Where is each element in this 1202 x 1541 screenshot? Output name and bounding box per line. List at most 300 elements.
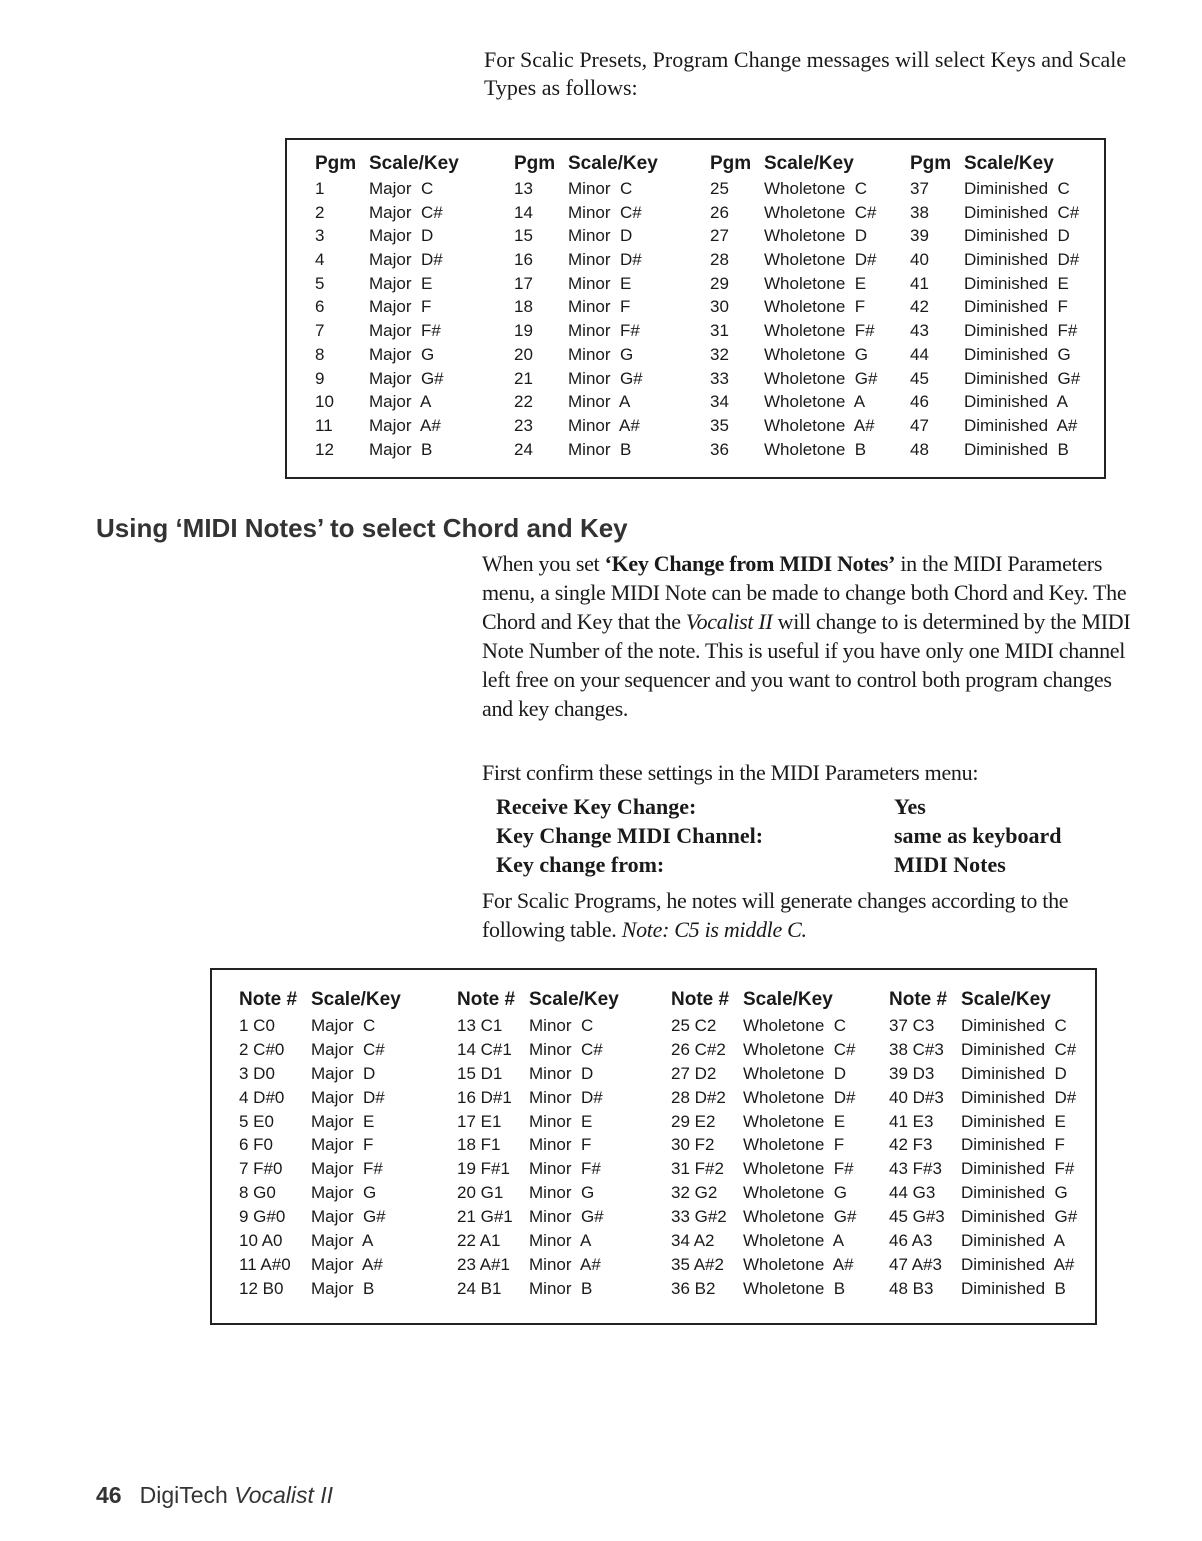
header-scale-key: Scale/Key: [743, 989, 833, 1010]
row-scale-key: Wholetone E: [743, 1111, 846, 1131]
para1-mid: in the MIDI Parameters menu, a single MIDI Note can be made to change both Chord and Key. The Chord and Key that the: [482, 551, 1127, 634]
para3-note: Note: C5 is middle C.: [621, 917, 807, 942]
midi-settings-list: [496, 792, 1116, 879]
table2-col-0: [239, 986, 401, 1301]
row-number: 29 E2: [671, 1111, 716, 1131]
para3-text: For Scalic Programs, he notes will generate changes according to the following table.: [482, 888, 1069, 942]
table-row: [910, 390, 1080, 414]
row-number: 16 D#1: [457, 1087, 512, 1107]
row-scale-key: Diminished B: [961, 1278, 1066, 1298]
row-scale-key: Major E: [369, 273, 433, 293]
row-scale-key: Minor F: [568, 297, 631, 317]
table-row: [239, 1062, 401, 1086]
row-scale-key: Diminished F: [964, 297, 1068, 317]
row-scale-key: Major A#: [369, 415, 441, 435]
table-row: [889, 1110, 1077, 1134]
row-scale-key: Diminished A: [964, 392, 1068, 412]
table-row: [889, 1253, 1077, 1277]
table-row: [889, 1229, 1077, 1253]
table-row: [889, 1062, 1077, 1086]
setting-row: [496, 821, 1116, 850]
intro-text: For Scalic Presets, Program Change messages will select Keys and Scale Types as follows:: [484, 47, 1127, 100]
table-row: [457, 1181, 619, 1205]
row-number: 11 A#0: [239, 1254, 291, 1274]
paragraph-scalic-programs: [482, 886, 1142, 944]
table-row: [315, 201, 459, 225]
row-number: 45 G#3: [889, 1207, 945, 1227]
row-scale-key: Minor B: [529, 1278, 593, 1298]
table-row: [889, 1157, 1077, 1181]
row-number: 22 A1: [457, 1231, 501, 1251]
row-scale-key: Major B: [369, 439, 433, 459]
table-row: [710, 295, 877, 319]
row-scale-key: Diminished G: [964, 344, 1071, 364]
table2-col-2: [671, 986, 856, 1301]
setting-label: Receive Key Change:: [496, 794, 697, 819]
table-header: [514, 150, 658, 177]
row-number: 34 A2: [671, 1231, 715, 1251]
table-row: [889, 1086, 1077, 1110]
table-row: [239, 1038, 401, 1062]
row-number: 6 F0: [239, 1135, 274, 1155]
table-row: [315, 295, 459, 319]
row-scale-key: Major G#: [369, 368, 444, 388]
row-number: 4 D#0: [239, 1087, 285, 1107]
row-number: 37 C3: [889, 1016, 935, 1035]
row-scale-key: Wholetone A#: [764, 415, 875, 435]
table-row: [671, 1133, 856, 1157]
row-number: 9: [315, 368, 325, 388]
row-scale-key: Wholetone D: [743, 1063, 846, 1083]
table-row: [710, 177, 877, 201]
table-row: [457, 1110, 619, 1134]
row-number: 32: [710, 344, 729, 364]
row-number: 6: [315, 297, 325, 317]
row-scale-key: Minor B: [568, 439, 632, 459]
page-footer: [96, 1482, 333, 1509]
table1-col-3: [910, 150, 1080, 461]
table-header: [457, 986, 619, 1014]
row-number: 40 D#3: [889, 1087, 944, 1107]
table-row: [514, 414, 658, 438]
setting-row: [496, 850, 1116, 879]
row-scale-key: Minor E: [568, 273, 632, 293]
table-row: [710, 201, 877, 225]
table-row: [889, 1205, 1077, 1229]
table-row: [710, 248, 877, 272]
para1-italic: Vocalist II: [685, 609, 773, 634]
row-scale-key: Major A: [369, 392, 432, 412]
row-scale-key: Minor G#: [568, 368, 643, 388]
table-row: [710, 343, 877, 367]
row-scale-key: Minor G#: [529, 1207, 604, 1227]
table-row: [315, 438, 459, 462]
setting-value: Yes: [894, 794, 926, 819]
row-scale-key: Major F: [311, 1135, 374, 1155]
row-number: 41 E3: [889, 1111, 934, 1131]
row-number: 5 E0: [239, 1111, 274, 1131]
table-row: [710, 438, 877, 462]
table-row: [514, 201, 658, 225]
row-scale-key: Minor G: [568, 344, 634, 364]
row-number: 2 C#0: [239, 1039, 285, 1059]
table-row: [671, 1038, 856, 1062]
row-scale-key: Wholetone C#: [743, 1039, 856, 1059]
table-row: [671, 1277, 856, 1301]
row-number: 20 G1: [457, 1183, 504, 1203]
table-header: [910, 150, 1080, 177]
row-scale-key: Major C: [369, 179, 434, 198]
row-number: 48 B3: [889, 1278, 934, 1298]
table-row: [239, 1086, 401, 1110]
table-row: [457, 1062, 619, 1086]
row-scale-key: Wholetone C#: [764, 202, 877, 222]
row-number: 35: [710, 415, 729, 435]
table-row: [889, 1133, 1077, 1157]
table-row: [239, 1229, 401, 1253]
row-number: 16: [514, 250, 533, 270]
row-number: 15 D1: [457, 1063, 503, 1083]
row-scale-key: Wholetone G: [764, 344, 868, 364]
row-number: 44: [910, 344, 929, 364]
table-row: [514, 248, 658, 272]
row-number: 25: [710, 179, 729, 198]
table-row: [514, 319, 658, 343]
row-scale-key: Major D: [311, 1063, 376, 1083]
row-scale-key: Diminished C#: [964, 202, 1080, 222]
row-number: 24: [514, 439, 533, 459]
row-number: 28 D#2: [671, 1087, 726, 1107]
row-scale-key: Diminished D: [964, 226, 1070, 246]
row-number: 38 C#3: [889, 1039, 944, 1059]
row-scale-key: Wholetone B: [764, 439, 867, 459]
row-number: 27: [710, 226, 729, 246]
table-row: [514, 390, 658, 414]
table-row: [239, 1277, 401, 1301]
table-row: [315, 367, 459, 391]
table-row: [910, 319, 1080, 343]
table-row: [457, 1157, 619, 1181]
header-scale-key: Scale/Key: [964, 153, 1054, 174]
setting-label: Key change from:: [496, 852, 665, 877]
row-scale-key: Major C#: [311, 1039, 385, 1059]
row-number: 1: [315, 179, 325, 198]
row-scale-key: Major C: [311, 1016, 376, 1035]
row-number: 14: [514, 202, 533, 222]
row-scale-key: Wholetone A: [764, 392, 866, 412]
table-row: [457, 1205, 619, 1229]
row-scale-key: Diminished E: [961, 1111, 1066, 1131]
row-number: 15: [514, 226, 533, 246]
table-row: [514, 272, 658, 296]
row-number: 33 G#2: [671, 1207, 727, 1227]
row-scale-key: Minor D#: [568, 250, 642, 270]
table-row: [514, 295, 658, 319]
row-number: 38: [910, 202, 929, 222]
table-row: [910, 177, 1080, 201]
row-scale-key: Major F: [369, 297, 432, 317]
row-scale-key: Minor A: [529, 1231, 592, 1251]
row-scale-key: Diminished F: [961, 1135, 1065, 1155]
table-row: [239, 1110, 401, 1134]
row-number: 19: [514, 321, 533, 341]
table-row: [315, 390, 459, 414]
row-number: 27 D2: [671, 1063, 717, 1083]
row-number: 26 C#2: [671, 1039, 726, 1059]
row-number: 5: [315, 273, 325, 293]
table-row: [457, 1086, 619, 1110]
row-scale-key: Diminished G#: [964, 368, 1081, 388]
table-row: [514, 224, 658, 248]
para1-pre: When you set: [482, 551, 605, 576]
row-number: 22: [514, 392, 533, 412]
row-scale-key: Minor A#: [568, 415, 640, 435]
table-row: [910, 272, 1080, 296]
row-scale-key: Diminished C: [964, 179, 1070, 198]
row-number: 17 E1: [457, 1111, 502, 1131]
table-row: [457, 1229, 619, 1253]
table-row: [910, 414, 1080, 438]
row-scale-key: Minor D#: [529, 1087, 603, 1107]
table-row: [710, 414, 877, 438]
row-number: 30: [710, 297, 729, 317]
section-heading: Using ‘MIDI Notes’ to select Chord and Key: [96, 513, 628, 543]
row-scale-key: Diminished F#: [961, 1159, 1075, 1179]
table-row: [910, 201, 1080, 225]
table-row: [671, 1229, 856, 1253]
row-number: 41: [910, 273, 929, 293]
table-row: [315, 272, 459, 296]
row-scale-key: Major B: [311, 1278, 375, 1298]
table-header: [889, 986, 1077, 1014]
setting-value: MIDI Notes: [894, 852, 1006, 877]
row-number: 42: [910, 297, 929, 317]
row-scale-key: Diminished C#: [961, 1039, 1077, 1059]
table-row: [671, 1086, 856, 1110]
row-number: 32 G2: [671, 1183, 718, 1203]
row-number: 28: [710, 250, 729, 270]
header-number: Pgm: [910, 153, 952, 174]
table-row: [239, 1181, 401, 1205]
header-number: Note #: [671, 989, 730, 1010]
row-scale-key: Wholetone D#: [764, 250, 877, 270]
table-header: [710, 150, 877, 177]
table-row: [710, 319, 877, 343]
row-number: 31 F#2: [671, 1159, 724, 1179]
row-scale-key: Minor A#: [529, 1254, 601, 1274]
footer-brand: DigiTech: [139, 1482, 228, 1508]
row-scale-key: Major C#: [369, 202, 443, 222]
table-row: [671, 1110, 856, 1134]
row-scale-key: Major A: [311, 1231, 374, 1251]
header-number: Note #: [457, 989, 516, 1010]
table-row: [910, 343, 1080, 367]
header-scale-key: Scale/Key: [311, 989, 401, 1010]
table-row: [315, 319, 459, 343]
row-number: 30 F2: [671, 1135, 715, 1155]
row-number: 7: [315, 321, 325, 341]
table-row: [315, 248, 459, 272]
table-row: [239, 1133, 401, 1157]
row-number: 14 C#1: [457, 1039, 512, 1059]
setting-value: same as keyboard: [894, 823, 1062, 848]
row-number: 35 A#2: [671, 1254, 724, 1274]
row-number: 26: [710, 202, 729, 222]
row-scale-key: Major F#: [369, 321, 441, 341]
row-number: 47: [910, 415, 929, 435]
row-number: 3: [315, 226, 325, 246]
table1-col-0: [315, 150, 459, 461]
table-row: [514, 177, 658, 201]
row-scale-key: Minor F#: [568, 321, 640, 341]
row-number: 23 A#1: [457, 1254, 510, 1274]
row-number: 13: [514, 179, 533, 198]
table-row: [671, 1205, 856, 1229]
table-row: [710, 367, 877, 391]
header-scale-key: Scale/Key: [529, 989, 619, 1010]
header-number: Pgm: [315, 153, 357, 174]
table-header: [671, 986, 856, 1014]
row-scale-key: Wholetone D#: [743, 1087, 856, 1107]
row-scale-key: Minor C#: [529, 1039, 603, 1059]
table-row: [315, 177, 459, 201]
row-number: 39 D3: [889, 1063, 935, 1083]
table1-col-2: [710, 150, 877, 461]
row-scale-key: Diminished D#: [961, 1087, 1077, 1107]
row-number: 43 F#3: [889, 1159, 942, 1179]
row-number: 10: [315, 392, 334, 412]
row-scale-key: Wholetone A#: [743, 1254, 854, 1274]
header-number: Pgm: [514, 153, 556, 174]
row-scale-key: Major F#: [311, 1159, 383, 1179]
row-number: 10 A0: [239, 1231, 283, 1251]
row-scale-key: Diminished D#: [964, 250, 1080, 270]
table-header: [239, 986, 401, 1014]
row-number: 45: [910, 368, 929, 388]
table-row: [671, 1253, 856, 1277]
table-row: [710, 272, 877, 296]
row-number: 8: [315, 344, 325, 364]
table-row: [671, 1157, 856, 1181]
row-scale-key: Wholetone G: [743, 1183, 847, 1203]
row-number: 36 B2: [671, 1278, 716, 1298]
table-row: [910, 224, 1080, 248]
table-row: [514, 343, 658, 367]
row-scale-key: Minor D: [568, 226, 633, 246]
table-row: [889, 1038, 1077, 1062]
table-row: [514, 367, 658, 391]
row-scale-key: Major G#: [311, 1207, 386, 1227]
row-scale-key: Wholetone G#: [764, 368, 878, 388]
row-number: 42 F3: [889, 1135, 933, 1155]
row-scale-key: Diminished B: [964, 439, 1069, 459]
header-scale-key: Scale/Key: [568, 153, 658, 174]
row-scale-key: Minor F#: [529, 1159, 601, 1179]
row-number: 7 F#0: [239, 1159, 283, 1179]
row-scale-key: Major D#: [369, 250, 443, 270]
row-scale-key: Minor C: [568, 179, 633, 198]
row-scale-key: Diminished E: [964, 273, 1069, 293]
row-scale-key: Diminished A#: [964, 415, 1078, 435]
row-number: 40: [910, 250, 929, 270]
header-number: Note #: [889, 989, 948, 1010]
row-number: 12 B0: [239, 1278, 284, 1298]
page-number: 46: [96, 1482, 122, 1508]
row-scale-key: Major D: [369, 226, 434, 246]
table-row: [671, 1062, 856, 1086]
header-scale-key: Scale/Key: [961, 989, 1051, 1010]
row-number: 31: [710, 321, 729, 341]
row-number: 18: [514, 297, 533, 317]
row-scale-key: Minor C: [529, 1016, 594, 1035]
setting-label: Key Change MIDI Channel:: [496, 823, 764, 848]
row-number: 20: [514, 344, 533, 364]
table-row: [457, 1133, 619, 1157]
table-row: [910, 295, 1080, 319]
program-change-table: [285, 138, 1106, 479]
row-scale-key: Diminished G: [961, 1183, 1068, 1203]
table-row: [910, 367, 1080, 391]
row-number: 36: [710, 439, 729, 459]
table-row: [671, 1181, 856, 1205]
row-number: 24 B1: [457, 1278, 502, 1298]
row-scale-key: Minor D: [529, 1063, 594, 1083]
footer-product: Vocalist II: [234, 1482, 334, 1508]
row-scale-key: Wholetone F#: [743, 1159, 854, 1179]
row-number: 3 D0: [239, 1063, 275, 1083]
setting-row: [496, 792, 1116, 821]
table-row: [457, 1277, 619, 1301]
header-number: Note #: [239, 989, 298, 1010]
row-number: 2: [315, 202, 325, 222]
row-scale-key: Wholetone E: [764, 273, 867, 293]
row-number: 17: [514, 273, 533, 293]
row-number: 46: [910, 392, 929, 412]
row-number: 47 A#3: [889, 1254, 942, 1274]
row-number: 39: [910, 226, 929, 246]
table-row: [457, 1253, 619, 1277]
table-row: [239, 1205, 401, 1229]
row-scale-key: Wholetone F#: [764, 321, 875, 341]
row-scale-key: Major A#: [311, 1254, 383, 1274]
table-row: [889, 1277, 1077, 1301]
row-scale-key: Minor E: [529, 1111, 593, 1131]
row-scale-key: Wholetone D: [764, 226, 867, 246]
table-header: [315, 150, 459, 177]
row-number: 12: [315, 439, 334, 459]
row-scale-key: Major E: [311, 1111, 375, 1131]
row-scale-key: Wholetone F: [743, 1135, 845, 1155]
header-scale-key: Scale/Key: [369, 153, 459, 174]
row-number: 9 G#0: [239, 1207, 286, 1227]
row-number: 19 F#1: [457, 1159, 510, 1179]
table-row: [910, 248, 1080, 272]
paragraph-key-change: [482, 549, 1142, 723]
row-number: 34: [710, 392, 729, 412]
table1-col-1: [514, 150, 658, 461]
table-row: [514, 438, 658, 462]
row-scale-key: Major D#: [311, 1087, 385, 1107]
row-scale-key: Major G: [369, 344, 435, 364]
para1-bold: ‘Key Change from MIDI Notes’: [604, 551, 896, 576]
row-number: 13 C1: [457, 1016, 503, 1035]
para1-post: will change to is determined by the MIDI Note Number of the note. This is useful if you have only one MIDI channel left free on your sequencer and you want to control both program changes and key changes.: [482, 609, 1131, 721]
row-scale-key: Wholetone B: [743, 1278, 846, 1298]
table-row: [315, 224, 459, 248]
row-scale-key: Minor G: [529, 1183, 595, 1203]
row-scale-key: Major G: [311, 1183, 377, 1203]
table2-col-1: [457, 986, 619, 1301]
